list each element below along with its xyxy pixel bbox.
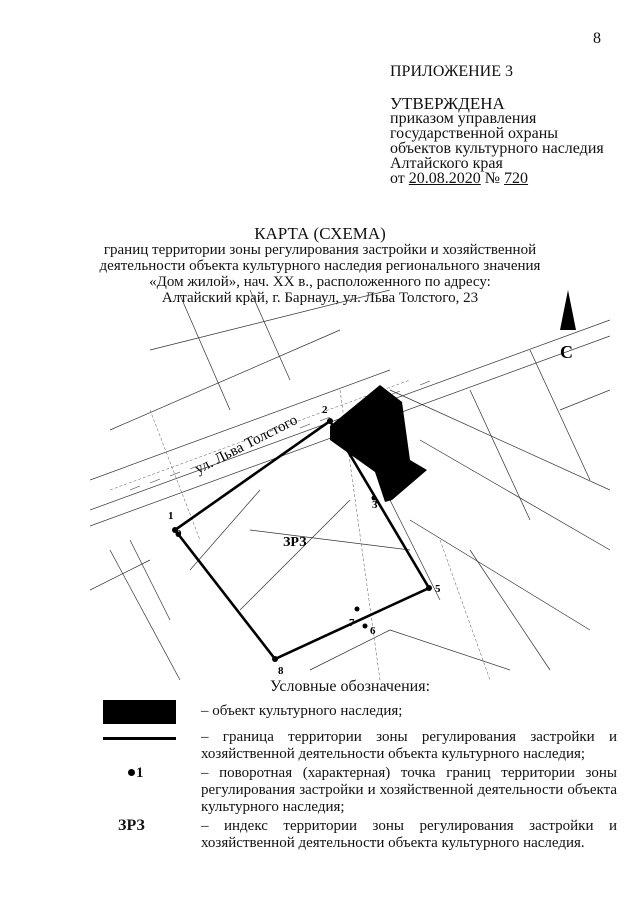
north-label: С [560, 342, 573, 362]
street-label: ул. Льва Толстого [192, 412, 301, 478]
point-label: 9 [176, 528, 182, 540]
point-label: 6 [370, 625, 376, 637]
zone-label: ЗРЗ [283, 535, 307, 550]
map-dashed-lines [110, 380, 490, 680]
cadastral-map [90, 290, 610, 690]
title-line: деятельности объекта культурного наследия регионального значения [99, 258, 541, 274]
point-label: 8 [278, 665, 284, 677]
point-label: 1 [168, 510, 174, 522]
legend-item: хозяйственной деятельности объекта культурного наследия. [201, 835, 585, 851]
legend-item: регулирования застройки и хозяйственной деятельности объекта [201, 782, 617, 798]
point-label: 7 [349, 617, 355, 629]
legend-point-number: 1 [136, 765, 144, 781]
point-label: 3 [372, 499, 378, 511]
legend-point-symbol [128, 765, 144, 782]
page-number: 8 [593, 30, 601, 47]
point-dot-icon [128, 769, 135, 776]
turning-point [327, 418, 333, 424]
north-arrow-icon [560, 290, 576, 330]
legend-item: – объект культурного наследия; [201, 703, 403, 719]
title-line: границ территории зоны регулирования застройки и хозяйственной [103, 242, 537, 258]
turning-point [336, 422, 341, 427]
legend-zone-symbol: ЗРЗ [118, 817, 145, 834]
turning-point [355, 607, 360, 612]
turning-point [426, 585, 432, 591]
approval-line: объектов культурного наследия [390, 140, 604, 157]
title-line: КАРТА (СХЕМА) [254, 224, 386, 243]
approval-line: приказом управления [390, 110, 537, 127]
annex-label: ПРИЛОЖЕНИЕ 3 [390, 63, 514, 80]
legend-item: – граница территории зоны регулирования застройки и [201, 729, 617, 745]
order-number: 720 [504, 170, 529, 187]
approval-order [390, 171, 604, 186]
title-line: Алтайский край, г. Барнаул, ул. Льва Толстого, 23 [161, 290, 479, 306]
point-label: 5 [435, 583, 441, 595]
turning-point [363, 624, 368, 629]
legend-item: культурного наследия; [201, 799, 345, 815]
point-label: 2 [322, 404, 328, 416]
title-line: «Дом жилой», нач. XX в., расположенного по адресу: [149, 274, 491, 290]
point-label: 4 [333, 427, 339, 439]
approval-heading: УТВЕРЖДЕНА [390, 94, 505, 113]
legend-title: Условные обозначения: [269, 678, 431, 695]
legend-heritage-swatch [103, 700, 176, 724]
legend-item: – поворотная (характерная) точка границ территории зоны [201, 765, 617, 781]
order-prefix: от [390, 170, 409, 187]
order-number-sign: № [480, 170, 505, 187]
approval-block [390, 96, 604, 186]
legend-item: – индекс территории зоны регулирования застройки и [201, 818, 617, 834]
turning-point [272, 656, 278, 662]
approval-line: государственной охраны [390, 125, 559, 142]
legend-item: хозяйственной деятельности объекта культурного наследия; [201, 746, 586, 762]
approval-line: Алтайского края [390, 155, 503, 172]
legend-boundary-line [103, 737, 176, 740]
order-date: 20.08.2020 [408, 170, 481, 187]
